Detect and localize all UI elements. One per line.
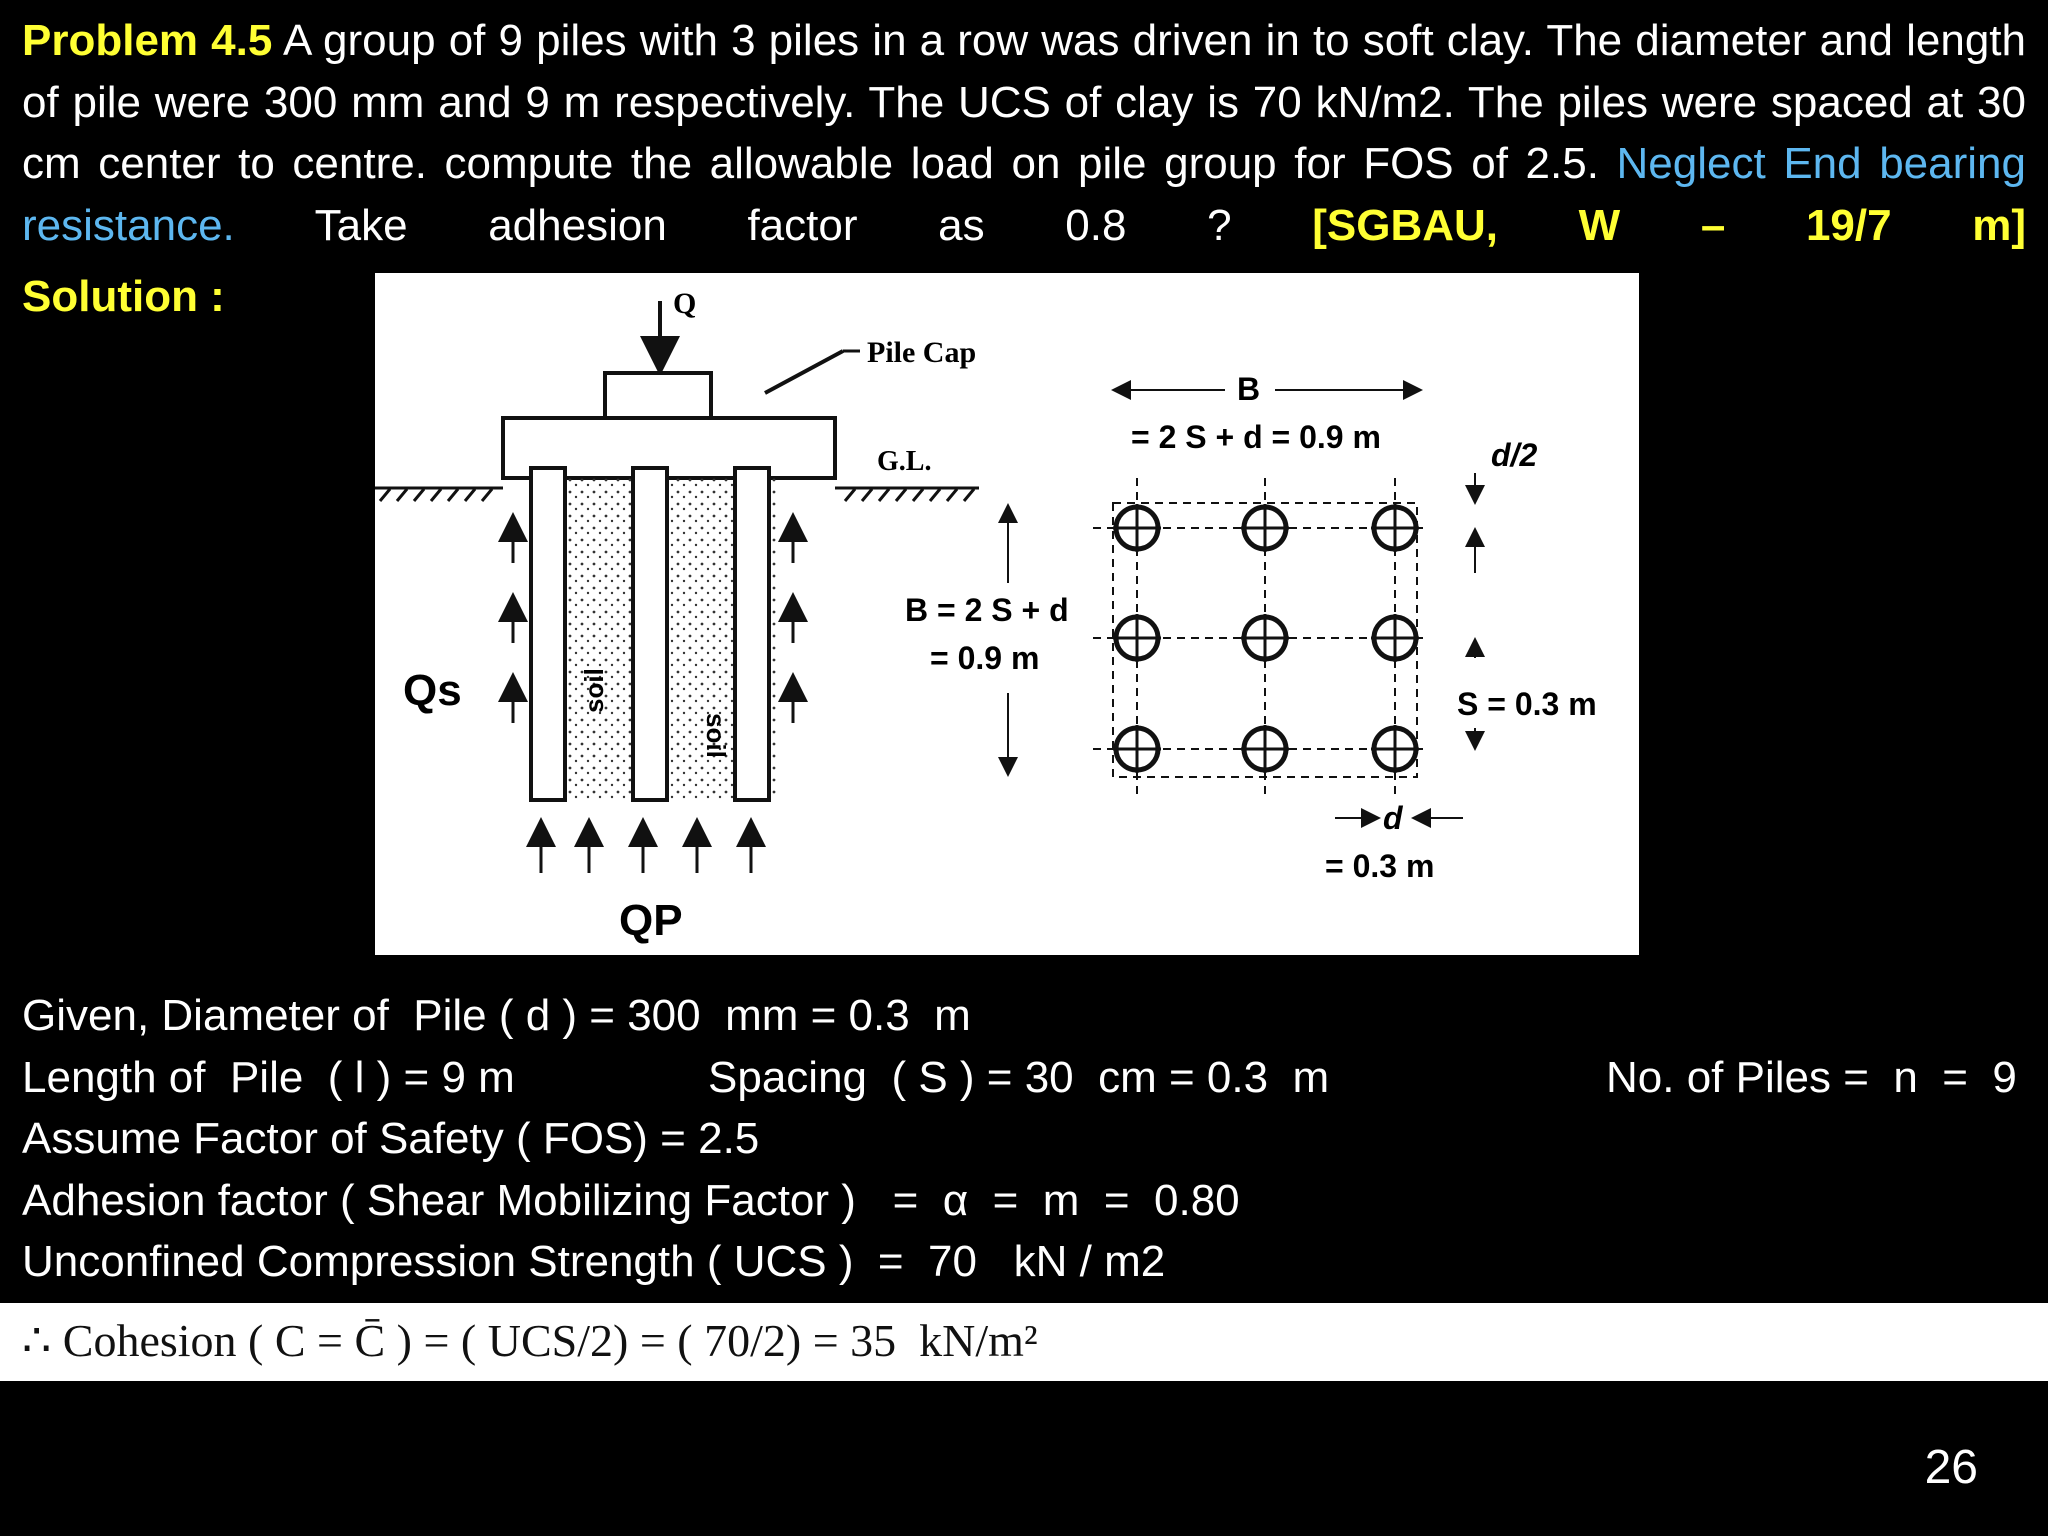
given-fos: Assume Factor of Safety ( FOS) = 2.5 [22,1114,760,1163]
d-value: = 0.3 m [1325,848,1435,884]
problem-text: A group of 9 piles with 3 piles in a row was driven in to soft clay. The diameter and length of pile were 300 mm and 9 m respectively. The UCS of clay is 70 kN/m2. The piles were spaced at 30 cm center to centre. compute the allowable load on pile group for FOS of 2.5. [22,16,2026,188]
given-ucs: Unconfined Compression Strength ( UCS ) = 70 kN / m2 [22,1237,1166,1286]
page-number: 26 [1924,1441,1978,1494]
problem-statement [22,10,2026,256]
solution-label: Solution : [22,272,225,321]
given-adhesion: Adhesion factor ( Shear Mobilizing Factor ) = α = m = 0.80 [22,1176,1240,1225]
half-d-label: d/2 [1491,437,1538,473]
b-vertical-label: B = 2 S + d [905,592,1069,628]
column-stub [605,373,711,418]
qp-label: QP [619,896,683,945]
b-value: = 2 S + d = 0.9 m [1131,419,1381,455]
problem-label: Problem 4.5 [22,16,273,65]
problem-text-2: Take adhesion factor as 0.8 ? [234,200,1232,250]
b-vertical-value: = 0.9 m [930,640,1040,676]
given-diameter: Given, Diameter of Pile ( d ) = 300 mm = 0.3 m [22,991,971,1040]
pile-right [735,468,769,800]
given-length: Length of Pile ( l ) = 9 m [22,1053,515,1102]
load-label: Q [673,287,697,320]
pile-middle [633,468,667,800]
cohesion-equation: ∴ Cohesion ( C = C̄ ) = ( UCS/2) = ( 70/2) = 35 kN/m² [22,1315,1038,1366]
soil-label-2: soil [701,713,731,758]
problem-highlight: Neglect End bearing resistance. [22,139,2026,250]
pile-left [531,468,565,800]
pile-group-figure [375,273,1639,955]
ground-level-label: G.L. [877,446,932,477]
qs-label: Qs [403,666,462,715]
problem-reference: [SGBAU, W – 19/7 m] [1312,200,2026,250]
d-label: d [1383,800,1403,836]
b-label: B [1237,371,1261,407]
soil-label-1: soil [579,668,609,713]
pile-cap-label: Pile Cap [867,336,977,369]
spacing-label: S = 0.3 m [1457,686,1597,722]
given-num-piles: No. of Piles = n = 9 [1606,1053,2017,1102]
given-spacing: Spacing ( S ) = 30 cm = 0.3 m [708,1053,1330,1102]
cohesion-band [0,1303,2048,1381]
